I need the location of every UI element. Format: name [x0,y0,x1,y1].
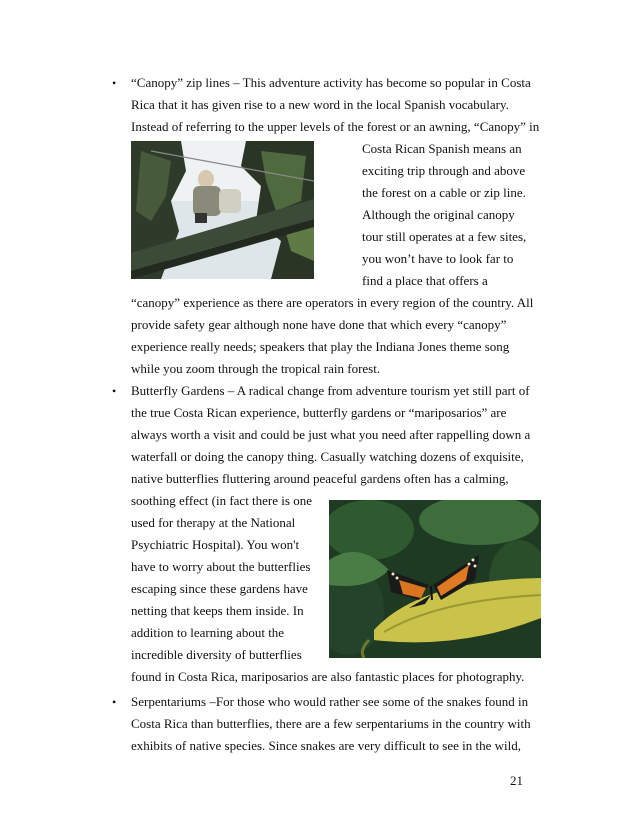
bullet-serpentarium: • [112,695,117,709]
bullet-canopy: • [112,76,117,90]
text-line: Instead of referring to the upper levels of the forest or an awning, “Canopy” in [131,119,540,134]
text-line: “Canopy” zip lines – This adventure activity has become so popular in Costa [131,75,531,90]
text-line: have to worry about the butterflies [131,559,311,574]
text-line: waterfall or doing the canopy thing. Casually watching dozens of exquisite, [131,449,524,464]
text-line: Serpentariums –For those who would rather see some of the snakes found in [131,694,529,709]
text-line: find a place that offers a [362,273,488,288]
text-line: soothing effect (in fact there is one [131,493,312,508]
butterfly-photo-graphic [329,500,541,658]
text-line: Costa Rica than butterflies, there are a few serpentariums in the country with [131,716,531,731]
text-line: used for therapy at the National [131,515,296,530]
text-line: incredible diversity of butterflies [131,647,302,662]
bullet-butterfly: • [112,384,117,398]
text-line: addition to learning about the [131,625,285,640]
text-line: Psychiatric Hospital). You won't [131,537,300,552]
text-line: the true Costa Rican experience, butterfly gardens or “mariposarios” are [131,405,507,420]
text-line: escaping since these gardens have [131,581,308,596]
text-line: tour still operates at a few sites, [362,229,527,244]
text-line: Costa Rican Spanish means an [362,141,522,156]
text-line: while you zoom through the tropical rain forest. [131,361,381,376]
text-line: netting that keeps them inside. In [131,603,304,618]
text-line: native butterflies fluttering around peaceful gardens often has a calming, [131,471,509,486]
text-line: Rica that it has given rise to a new word in the local Spanish vocabulary. [131,97,509,112]
text-line: always worth a visit and could be just what you need after rappelling down a [131,427,531,442]
text-line: you won’t have to look far to [362,251,514,266]
text-line: provide safety gear although none have done that which every “canopy” [131,317,507,332]
text-line: the forest on a cable or zip line. [362,185,526,200]
page-number: 21 [510,773,523,788]
text-line: exciting trip through and above [362,163,526,178]
text-line: experience really needs; speakers that play the Indiana Jones theme song [131,339,510,354]
text-line: “canopy” experience as there are operators in every region of the country. All [131,295,534,310]
text-line: exhibits of native species. Since snakes are very difficult to see in the wild, [131,738,522,753]
zipline-photo-graphic [131,141,314,279]
zipline-photo [131,141,314,279]
text-line: Butterfly Gardens – A radical change from adventure tourism yet still part of [131,383,530,398]
text-line: found in Costa Rica, mariposarios are also fantastic places for photography. [131,669,525,684]
text-line: Although the original canopy [362,207,515,222]
butterfly-photo [329,500,541,658]
